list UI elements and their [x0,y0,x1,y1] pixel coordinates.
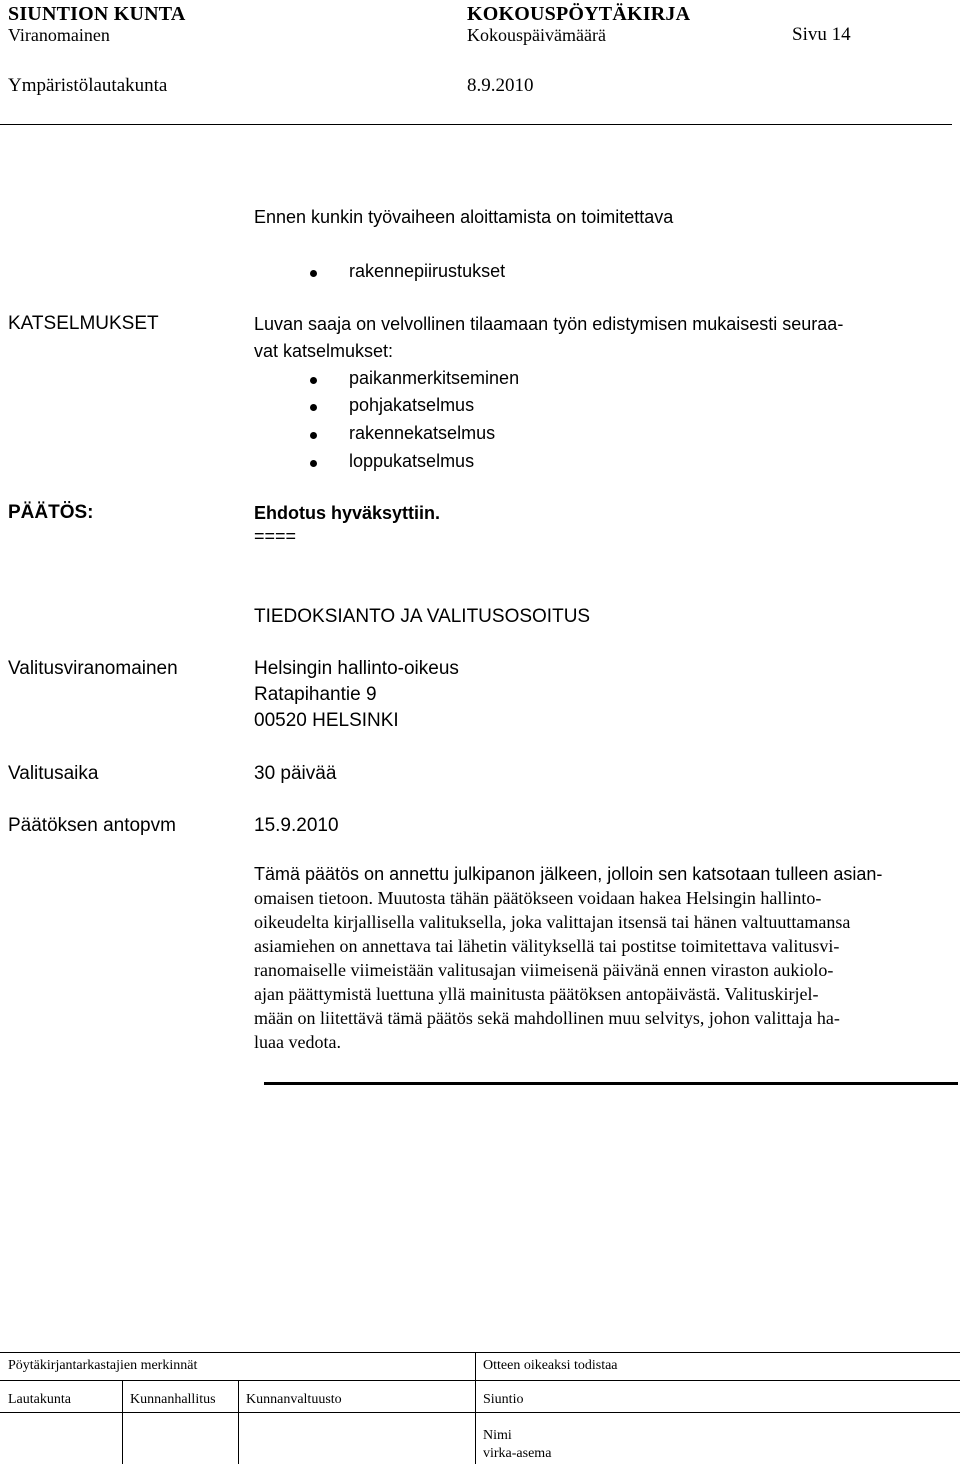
meeting-date: 8.9.2010 [467,75,534,96]
authority-name: Ympäristölautakunta [8,75,168,96]
meeting-date-label: Kokouspäivämäärä [467,25,606,45]
appeal-authority-line: Ratapihantie 9 [254,684,377,705]
footer-top-rule [0,1352,960,1353]
footer-row-rule [0,1412,960,1413]
bullet-icon [310,404,317,411]
bullet-icon [310,270,317,277]
footer-col-lautakunta: Lautakunta [8,1392,71,1407]
appeal-authority-line: 00520 HELSINKI [254,710,399,731]
appeal-period: 30 päivää [254,763,337,784]
reviewers-label: Pöytäkirjantarkastajien merkinnät [8,1358,198,1373]
bullet-icon [310,460,317,467]
decision-separator: ==== [254,526,297,546]
decision-label: PÄÄTÖS: [8,502,94,523]
footer-row-rule [0,1380,960,1381]
appeal-title: TIEDOKSIANTO JA VALITUSOSOITUS [254,606,591,627]
footer-col-rule [238,1380,239,1464]
certified-label: Otteen oikeaksi todistaa [483,1358,618,1373]
footer-col-rule [475,1352,476,1464]
appeal-period-label: Valitusaika [8,763,99,784]
footer-col-kunnanvaltuusto: Kunnanvaltuusto [246,1392,342,1407]
appeal-authority-label: Valitusviranomainen [8,658,178,679]
org-name: SIUNTION KUNTA [8,3,186,25]
decision-date: 15.9.2010 [254,815,339,836]
intro-text: Ennen kunkin työvaiheen aloittamista on toimitettava [254,207,674,227]
appeal-authority-line: Helsingin hallinto-oikeus [254,658,459,679]
footer-col-rule [122,1380,123,1464]
footer-title-label: virka-asema [483,1446,552,1461]
section-end-rule [264,1082,958,1085]
bullet-icon [310,432,317,439]
header-divider [0,124,952,125]
footer-name-label: Nimi [483,1428,512,1443]
katselmukset-text-line: vat katselmukset: [254,341,394,361]
decision-text: Ehdotus hyväksyttiin. [254,503,441,523]
footer-place: Siuntio [483,1392,524,1407]
section-label-katselmukset: KATSELMUKSET [8,313,159,334]
footer-col-kunnanhallitus: Kunnanhallitus [130,1392,216,1407]
bullet-icon [310,377,317,384]
katselmukset-text-line: Luvan saaja on velvollinen tilaamaan työn edistymisen mukaisesti seuraa- [254,314,844,334]
appeal-paragraph: Tämä päätös on annettu julkipanon jälkeen, jolloin sen katsotaan tulleen asian- omaisen tietoon. Muutosta tähän päätökseen voidaan hakea Helsingin hallinto- oikeudelta kirjallisella valituksella, joka valittajan itsensä tai hänen valtuuttamansa asiamiehen on annettava tai lähetin välityksellä tai postitse toimitettava valitusvi- ranomaiselle viimeistään valitusajan viimeisenä päivänä ennen viraston aukiolo- ajan päättymistä luettuna yllä mainitusta päätöksen antopäivästä. Valituskirjel- mään on liitettävä tämä päätös sekä mahdollinen muu selvitys, johon valittaja ha- luaa vedota. [254,864,883,1052]
decision-date-label: Päätöksen antopvm [8,815,176,836]
page-number: Sivu 14 [792,24,851,45]
document-type: KOKOUSPÖYTÄKIRJA [467,3,691,25]
authority-label: Viranomainen [8,25,110,45]
